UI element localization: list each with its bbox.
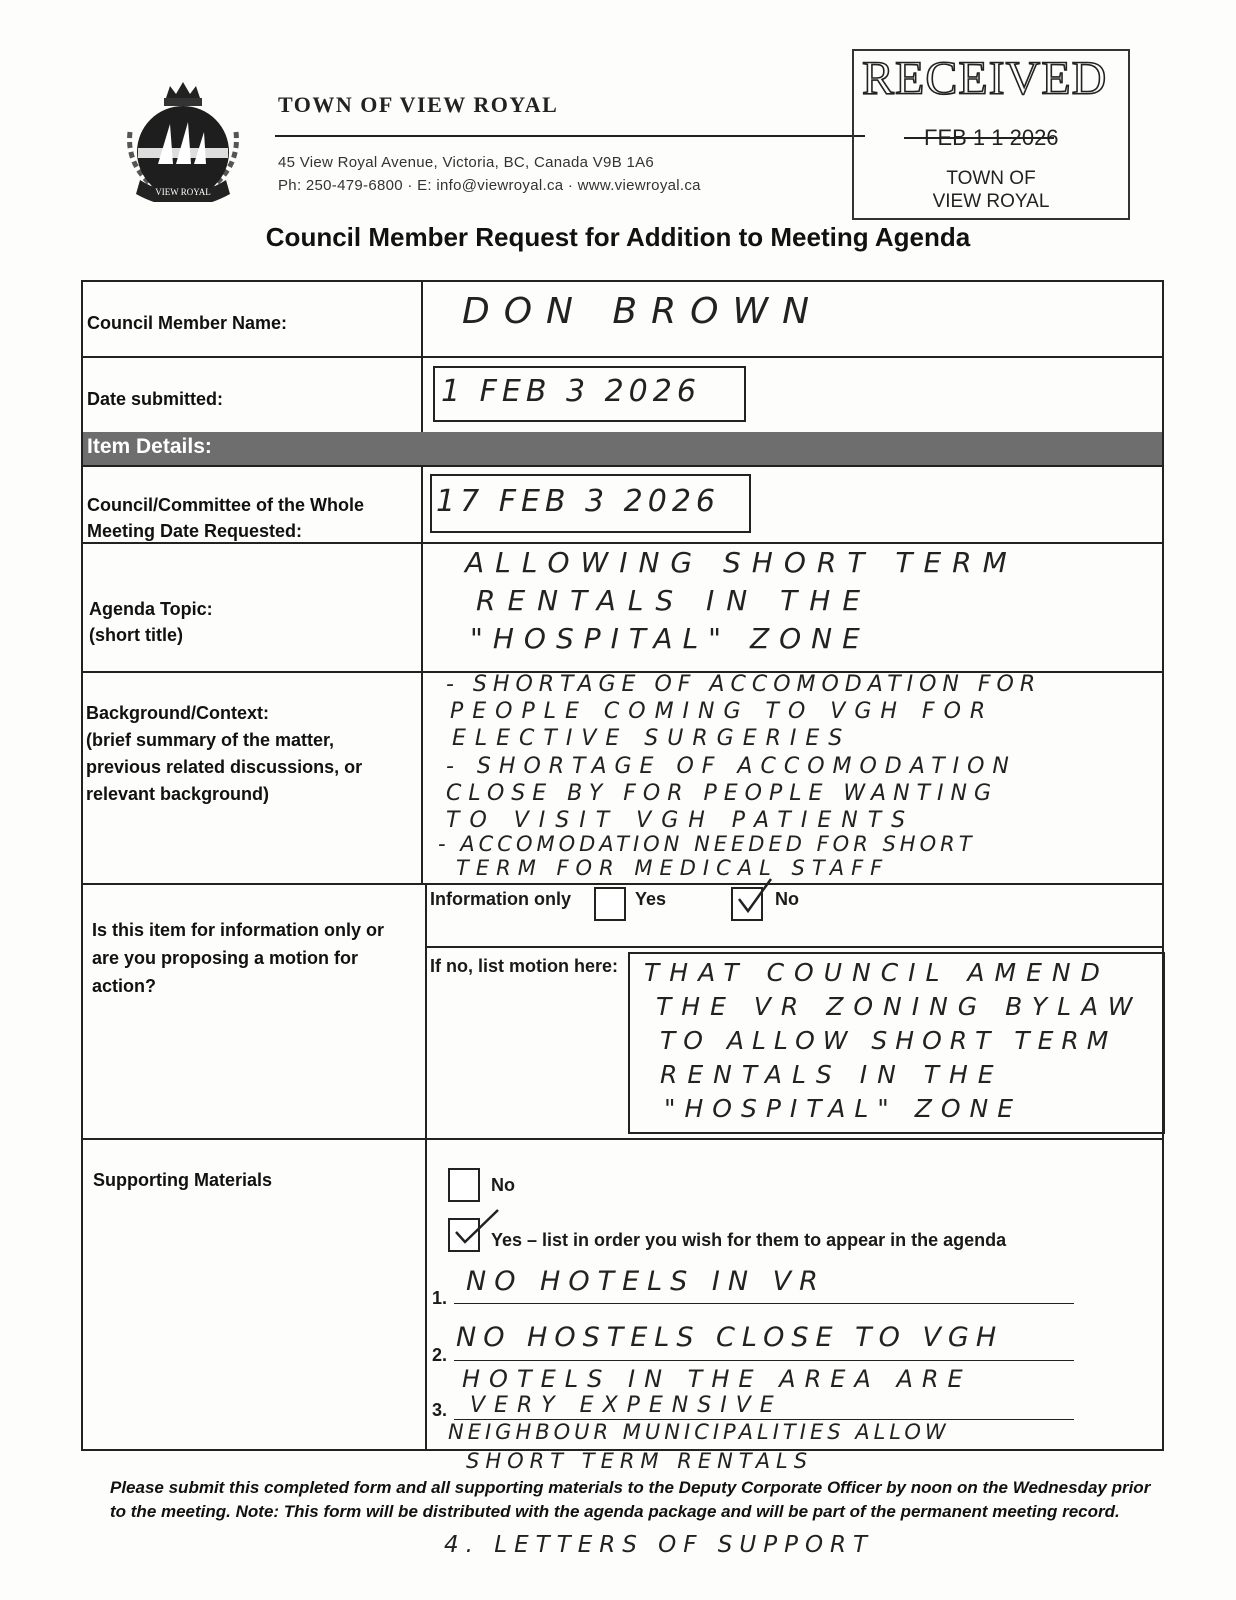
form-footer-note [110, 1476, 1180, 1524]
agenda-topic-line[interactable]: RENTALS IN THE [476, 584, 873, 617]
supporting-yes-checkbox[interactable] [448, 1218, 480, 1252]
stamp-town-line1: TOWN OF [946, 168, 1036, 189]
background-line[interactable]: TERM FOR MEDICAL STAFF [456, 856, 890, 880]
agenda-topic-label-line2: (short title) [89, 625, 183, 645]
supporting-materials-label: Supporting Materials [93, 1170, 273, 1190]
supporting-no-label: No [491, 1175, 515, 1195]
background-label-line3: previous related discussions, or [86, 757, 363, 777]
council-member-name-label: Council Member Name: [87, 313, 288, 333]
form-title: Council Member Request for Addition to Meeting Agenda [265, 222, 971, 252]
supporting-item-continued[interactable]: VERY EXPENSIVE [470, 1393, 783, 1418]
stamp-title: RECEIVED [862, 52, 1108, 105]
date-submitted-box[interactable] [433, 366, 746, 422]
background-line[interactable]: - ACCOMODATION NEEDED FOR SHORT [438, 832, 976, 856]
background-line[interactable]: CLOSE BY FOR PEOPLE WANTING [446, 781, 998, 806]
item-details-label: Item Details: [87, 435, 212, 458]
item-number: 2. [432, 1345, 448, 1365]
motion-line: TO ALLOW SHORT TERM [660, 1026, 1117, 1055]
meeting-date-box[interactable] [430, 474, 751, 533]
footer-line2: to the meeting. Note: This form will be distributed with the agenda package and will be part of the permanent meeting record. [110, 1502, 1120, 1521]
motion-line: THAT COUNCIL AMEND [644, 958, 1110, 987]
background-label-line4: relevant background) [86, 784, 270, 804]
logo-ribbon-text: VIEW ROYAL [155, 187, 211, 197]
motion-line: THE VR ZONING BYLAW [656, 992, 1143, 1021]
item-number: 3. [432, 1400, 448, 1420]
row-divider [81, 883, 1164, 885]
row-divider [81, 356, 1164, 358]
motion-question-line2: are you proposing a motion for [92, 948, 359, 968]
row-divider [81, 1138, 1164, 1140]
meeting-date-label-line1: Council/Committee of the Whole [87, 495, 364, 515]
agenda-topic-line[interactable]: "HOSPITAL" ZONE [470, 622, 870, 655]
town-contact: Ph: 250-479-6800 · E: info@viewroyal.ca · www.viewroyal.ca [278, 177, 701, 194]
information-no-label: No [775, 889, 799, 909]
motion-label: If no, list motion here: [430, 956, 618, 976]
meeting-date-value: 17 FEB 3 2026 [436, 484, 721, 519]
background-label-line1: Background/Context: [86, 703, 270, 723]
supporting-yes-label: Yes – list in order you wish for them to appear in the agenda [491, 1230, 1007, 1250]
item-underline [454, 1303, 1074, 1304]
column-divider [421, 465, 423, 883]
background-line[interactable]: - SHORTAGE OF ACCOMODATION [446, 754, 1017, 779]
background-line[interactable]: ELECTIVE SURGERIES [452, 726, 852, 751]
supporting-item-text[interactable]: NO HOTELS IN VR [466, 1266, 826, 1297]
column-divider [425, 883, 427, 1451]
date-submitted-label: Date submitted: [87, 389, 224, 409]
meeting-date-label-line2: Meeting Date Requested: [87, 521, 303, 541]
header-divider [275, 135, 865, 137]
item-details-header [83, 432, 1162, 465]
received-stamp [852, 49, 1130, 220]
check-mark-icon [735, 877, 775, 917]
stamp-town-line2: VIEW ROYAL [932, 191, 1050, 212]
town-crest-logo [118, 72, 248, 202]
motion-line: "HOSPITAL" ZONE [664, 1094, 1023, 1123]
background-line[interactable]: - SHORTAGE OF ACCOMODATION FOR [446, 672, 1042, 697]
footer-line1: Please submit this completed form and all supporting materials to the Deputy Corporate Officer by noon on the Wednesday prior [110, 1478, 1151, 1497]
row-divider [425, 946, 1164, 948]
motion-line: RENTALS IN THE [660, 1060, 1004, 1089]
supporting-item-text[interactable]: NO HOSTELS CLOSE TO VGH [456, 1322, 1004, 1353]
town-address: 45 View Royal Avenue, Victoria, BC, Canada V9B 1A6 [278, 154, 655, 171]
item-number: 1. [432, 1288, 448, 1308]
information-only-label: Information only [430, 889, 571, 909]
motion-question-line3: action? [92, 976, 157, 996]
item-underline [454, 1360, 1074, 1361]
information-no-checkbox[interactable] [731, 887, 763, 921]
date-submitted-value: 1 FEB 3 2026 [441, 374, 701, 409]
motion-box[interactable] [628, 952, 1165, 1134]
background-label-line2: (brief summary of the matter, [86, 730, 335, 750]
information-yes-checkbox[interactable] [594, 887, 626, 921]
town-name: TOWN OF VIEW ROYAL [278, 92, 559, 117]
information-yes-label: Yes [635, 889, 667, 909]
supporting-item-text[interactable]: HOTELS IN THE AREA ARE [462, 1365, 972, 1393]
background-line[interactable]: TO VISIT VGH PATIENTS [446, 808, 916, 833]
row-divider [81, 465, 1164, 467]
stamp-town [854, 167, 1128, 213]
background-line[interactable]: PEOPLE COMING TO VGH FOR [450, 699, 995, 724]
supporting-item-4[interactable]: 4. LETTERS OF SUPPORT [444, 1532, 875, 1558]
council-member-name-value[interactable]: DON BROWN [462, 291, 824, 332]
supporting-item-extra[interactable]: NEIGHBOUR MUNICIPALITIES ALLOW [448, 1420, 950, 1444]
motion-question-line1: Is this item for information only or [92, 920, 385, 940]
agenda-topic-label-line1: Agenda Topic: [89, 599, 213, 619]
stamp-date: FEB 1 1 2026 [924, 125, 1059, 150]
supporting-item-extra[interactable]: SHORT TERM RENTALS [466, 1449, 814, 1473]
column-divider [421, 280, 423, 432]
supporting-no-checkbox[interactable] [448, 1168, 480, 1202]
agenda-topic-line[interactable]: ALLOWING SHORT TERM [465, 546, 1018, 579]
